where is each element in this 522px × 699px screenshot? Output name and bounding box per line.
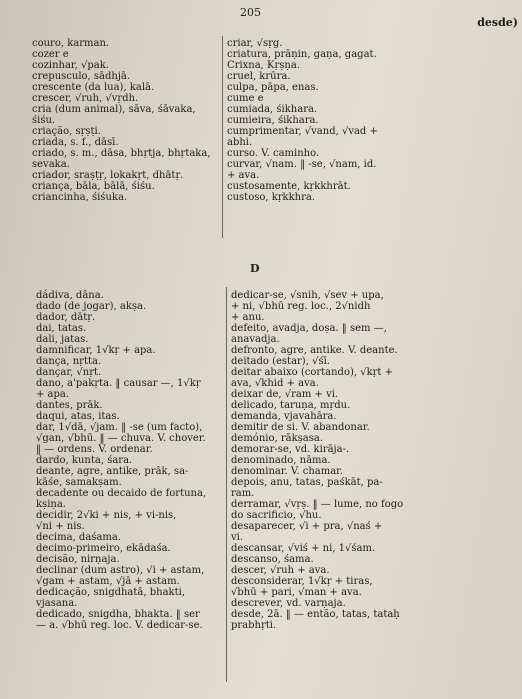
entry: prabhṛti. [231,620,277,631]
entry: daqui, atas, itas. [36,411,120,422]
entry: criança, bāla, bālā, śiśu. [32,181,155,192]
entry: deitar abaixo (cortando), √kṛt + [231,367,394,378]
section-letter: D [250,262,260,275]
column-divider [222,36,223,238]
entry: damnificar, 1√kṛ + apa. [36,345,156,356]
entry: descer, √ruh + ava. [231,565,330,576]
entry: declinar (dum astro), √i + astam, [36,565,205,576]
entry: desaparecer, √i + pra, √naś + [231,521,383,532]
entry: demónio, rākṣasa. [231,433,324,444]
entry: derramar, √vṛṣ. ‖ — lume, no fogo [231,499,404,510]
entry: cruel, krūra. [227,71,291,82]
entry: — a. √bhū reg. loc. V. dedicar-se. [36,620,203,631]
entry: couro, karman. [32,38,110,49]
bottom-right-column [231,290,513,631]
entry: deixar de, √ram + vi. [231,389,339,400]
entry: custoso, kṛkkhra. [227,192,316,203]
entry: dança, nṛtta. [36,356,102,367]
entry: dedicar-se, √snih, √sev + upa, [231,290,384,301]
entry: descansar, √viś + ni, 1√śam. [231,543,376,554]
entry: demitir de si. V. abandonar. [231,422,370,433]
entry: dado (de jogar), akṣa. [36,301,147,312]
entry: decimo-primeiro, ekādaśa. [36,543,171,554]
entry: criação, sṛṣṭi. [32,126,101,137]
entry: cumiada, śikhara. [227,104,318,115]
entry: criado, s. m., dāsa, bhṛtja, bhṛtaka, [32,148,211,159]
entry: denominar. V. chamar. [231,466,344,477]
entry: crescente (da lua), kalā. [32,82,155,93]
entry: dano, a'pakṛta. ‖ causar —, 1√kṛ [36,378,201,389]
entry: kṣiṇa. [36,499,66,510]
entry: decisão, nirṇaja. [36,554,120,565]
entry: decima, daśama. [36,532,121,543]
entry: culpa, pāpa, enas. [227,82,319,93]
entry: dedicação, snigdhatā, bhakti, [36,587,185,598]
entry: crepusculo, sādhjā. [32,71,131,82]
entry: dador, dātṛ. [36,312,96,323]
entry: + apa. [36,389,70,400]
entry: sevaka. [32,159,70,170]
entry: descanso, śama. [231,554,314,565]
page-number: 205 [240,6,261,19]
entry: dai, tatas. [36,323,87,334]
entry: delicado, taruṇa, mṛdu. [231,400,351,411]
entry: ava, √khid + ava. [231,378,319,389]
entry: cria (dum animal), sāva, śāvaka, [32,104,196,115]
entry: desconsiderar, 1√kṛ + tiras, [231,576,373,587]
entry: do sacrificio, √hu. [231,510,322,521]
entry: vjasana. [36,598,78,609]
entry: cumprimentar, √vand, √vad + [227,126,378,137]
entry: criador, sraṣṭṛ, lokakṛt, dhātṛ. [32,170,184,181]
bottom-left-column [36,290,224,631]
entry: crescer, √ruh, √vṛdh. [32,93,139,104]
entry: dantes, prāk. [36,400,103,411]
entry: dardo, kunta, śara. [36,455,133,466]
entry: deante, agre, antike, prāk, sa- [36,466,189,477]
top-left-column [32,38,218,203]
entry: cumieira, śikhara. [227,115,319,126]
entry: curvar, √nam. ‖ -se, √nam, id. [227,159,377,170]
entry: abhi. [227,137,253,148]
entry: defeito, avadja, doṣa. ‖ sem —, [231,323,387,334]
entry: decidir, 2√ki + nis, + vi-nis, [36,510,177,521]
entry: criancinha, śiśuka. [32,192,128,203]
entry: demanda, vjavahāra. [231,411,337,422]
entry: √bhū + pari, √man + ava. [231,587,362,598]
entry: + ni, √bhū reg. loc., 2√nidh [231,301,371,312]
entry: śiśu. [32,115,56,126]
entry: dar, 1√dā, √jam. ‖ -se (um facto), [36,422,203,433]
entry: cozinhar, √pak. [32,60,109,71]
entry: Crixna, Kṛṣṇa. [227,60,300,71]
entry: desde, 2ā. ‖ — então, tatas, tataḥ [231,609,400,620]
entry: defronto, agre, antike. V. deante. [231,345,398,356]
entry: dádiva, dāna. [36,290,104,301]
entry: + anu. [231,312,265,323]
entry: vi. [231,532,244,543]
entry: descrever, vd. varṇaja. [231,598,346,609]
entry: criada, s. f., dāsī. [32,137,119,148]
entry: cume e [227,93,264,104]
entry: dedicado, snigdha, bhakta. ‖ ser [36,609,200,620]
page-header [0,6,522,29]
entry: + ava. [227,170,260,181]
entry: √ni + nis. [36,521,85,532]
entry: ‖ — ordens. V. ordenar. [36,444,153,455]
entry: depois, anu, tatas, paśkāt, pa- [231,477,383,488]
entry: criatura, prāṇin, gaṇa, gagat. [227,49,377,60]
entry: curso. V. caminho. [227,148,320,159]
entry: anavadja. [231,334,280,345]
entry: kāśe, samakṣam. [36,477,122,488]
entry: √gam + astam, √jā + astam. [36,576,180,587]
entry: criar, √sṛg. [227,38,283,49]
running-head: desde) [477,16,518,29]
entry: cozer e [32,49,69,60]
entry: demorar-se, vd. kirāja-. [231,444,350,455]
entry: deitado (estar), √śī. [231,356,330,367]
entry: denominado, nāma. [231,455,331,466]
entry: √gan, √bhū. ‖ — chuva. V. chover. [36,433,206,444]
entry: ram. [231,488,255,499]
entry: dali, jatas. [36,334,89,345]
entry: dançar, √nṛt. [36,367,102,378]
column-divider [226,287,227,682]
entry: decadente ou decaido de fortuna, [36,488,207,499]
entry: custosamente, kṛkkhrāt. [227,181,351,192]
top-right-column [227,38,507,203]
